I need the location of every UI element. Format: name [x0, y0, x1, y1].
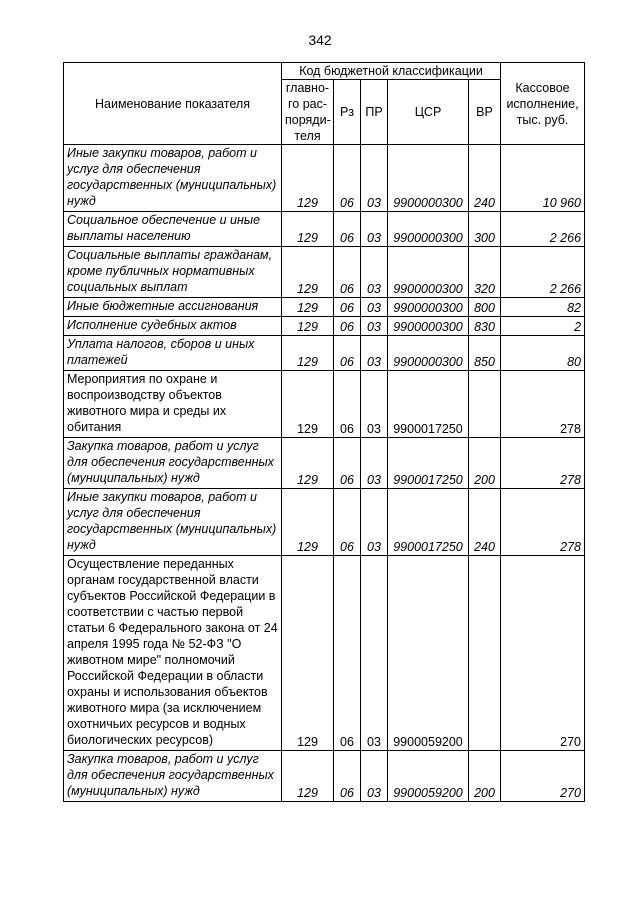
row-name: Социальные выплаты гражданам, кроме публичных нормативных социальных выплат	[64, 247, 282, 298]
header-pr: ПР	[361, 80, 388, 145]
row-grbs: 129	[282, 371, 334, 438]
row-amount: 270	[501, 556, 585, 751]
row-name: Социальное обеспечение и иные выплаты населению	[64, 212, 282, 247]
table-row	[64, 438, 585, 489]
row-csr: 9900000300	[388, 212, 469, 247]
row-csr: 9900000300	[388, 145, 469, 212]
row-name: Мероприятия по охране и воспроизводству объектов животного мира и среды их обитания	[64, 371, 282, 438]
header-rz: Рз	[334, 80, 361, 145]
row-vr: 200	[469, 751, 501, 802]
row-grbs: 129	[282, 751, 334, 802]
row-rz: 06	[334, 371, 361, 438]
row-name: Уплата налогов, сборов и иных платежей	[64, 336, 282, 371]
row-csr: 9900017250	[388, 489, 469, 556]
table-row	[64, 247, 585, 298]
row-pr: 03	[361, 247, 388, 298]
row-rz: 06	[334, 247, 361, 298]
row-amount: 2 266	[501, 247, 585, 298]
row-amount: 270	[501, 751, 585, 802]
row-rz: 06	[334, 556, 361, 751]
row-amount: 82	[501, 298, 585, 317]
row-rz: 06	[334, 336, 361, 371]
row-vr: 300	[469, 212, 501, 247]
row-rz: 06	[334, 298, 361, 317]
row-grbs: 129	[282, 336, 334, 371]
row-pr: 03	[361, 298, 388, 317]
row-name: Закупка товаров, работ и услуг для обеспечения государственных (муниципальных) нужд	[64, 751, 282, 802]
row-grbs: 129	[282, 317, 334, 336]
table-body	[64, 145, 585, 802]
row-csr: 9900059200	[388, 556, 469, 751]
row-csr: 9900000300	[388, 336, 469, 371]
row-name: Иные закупки товаров, работ и услуг для обеспечения государственных (муниципальных) нужд	[64, 145, 282, 212]
row-csr: 9900000300	[388, 317, 469, 336]
table-row	[64, 298, 585, 317]
budget-table	[63, 62, 585, 802]
row-amount: 278	[501, 438, 585, 489]
row-grbs: 129	[282, 438, 334, 489]
row-amount: 2 266	[501, 212, 585, 247]
row-rz: 06	[334, 212, 361, 247]
table-row	[64, 489, 585, 556]
table-row	[64, 145, 585, 212]
row-rz: 06	[334, 145, 361, 212]
row-name: Иные бюджетные ассигнования	[64, 298, 282, 317]
row-grbs: 129	[282, 298, 334, 317]
row-rz: 06	[334, 317, 361, 336]
row-csr: 9900000300	[388, 298, 469, 317]
table-row	[64, 336, 585, 371]
row-pr: 03	[361, 371, 388, 438]
row-vr: 830	[469, 317, 501, 336]
row-amount: 80	[501, 336, 585, 371]
header-csr: ЦСР	[388, 80, 469, 145]
row-grbs: 129	[282, 145, 334, 212]
row-csr: 9900017250	[388, 438, 469, 489]
page-number: 342	[308, 32, 332, 48]
row-name: Закупка товаров, работ и услуг для обеспечения государственных (муниципальных) нужд	[64, 438, 282, 489]
row-amount: 10 960	[501, 145, 585, 212]
header-vr: ВР	[469, 80, 501, 145]
row-csr: 9900017250	[388, 371, 469, 438]
row-vr: 240	[469, 145, 501, 212]
row-grbs: 129	[282, 247, 334, 298]
row-name: Иные закупки товаров, работ и услуг для обеспечения государственных (муниципальных) нужд	[64, 489, 282, 556]
row-vr: 200	[469, 438, 501, 489]
header-classification-group: Код бюджетной классификации	[282, 63, 501, 80]
row-amount: 278	[501, 371, 585, 438]
row-pr: 03	[361, 212, 388, 247]
table-row	[64, 317, 585, 336]
table-row	[64, 556, 585, 751]
row-vr	[469, 371, 501, 438]
row-vr: 800	[469, 298, 501, 317]
row-name: Исполнение судебных актов	[64, 317, 282, 336]
row-pr: 03	[361, 556, 388, 751]
row-pr: 03	[361, 336, 388, 371]
row-vr: 240	[469, 489, 501, 556]
row-rz: 06	[334, 489, 361, 556]
row-csr: 9900000300	[388, 247, 469, 298]
row-grbs: 129	[282, 556, 334, 751]
row-vr	[469, 556, 501, 751]
row-amount: 278	[501, 489, 585, 556]
row-grbs: 129	[282, 212, 334, 247]
row-pr: 03	[361, 489, 388, 556]
row-pr: 03	[361, 751, 388, 802]
row-pr: 03	[361, 145, 388, 212]
row-grbs: 129	[282, 489, 334, 556]
header-amount: Кассовое исполнение, тыс. руб.	[501, 63, 585, 145]
table-header	[64, 63, 585, 145]
row-pr: 03	[361, 438, 388, 489]
row-vr: 320	[469, 247, 501, 298]
row-amount: 2	[501, 317, 585, 336]
row-vr: 850	[469, 336, 501, 371]
table-row	[64, 371, 585, 438]
row-rz: 06	[334, 438, 361, 489]
table-row	[64, 751, 585, 802]
header-grbs: главно-го рас-поряди-теля	[282, 80, 334, 145]
header-name: Наименование показателя	[64, 63, 282, 145]
row-csr: 9900059200	[388, 751, 469, 802]
row-name: Осуществление переданных органам государственной власти субъектов Российской Федерации в соответствии с частью первой статьи 6 Федерального закона от 24 апреля 1995 года № 52-ФЗ "О животном мире" полномочий Российской Федерации в области охраны и использования объектов животного мира (за исключением охотничьих ресурсов и водных биологических ресурсов)	[64, 556, 282, 751]
row-pr: 03	[361, 317, 388, 336]
table-row	[64, 212, 585, 247]
row-rz: 06	[334, 751, 361, 802]
